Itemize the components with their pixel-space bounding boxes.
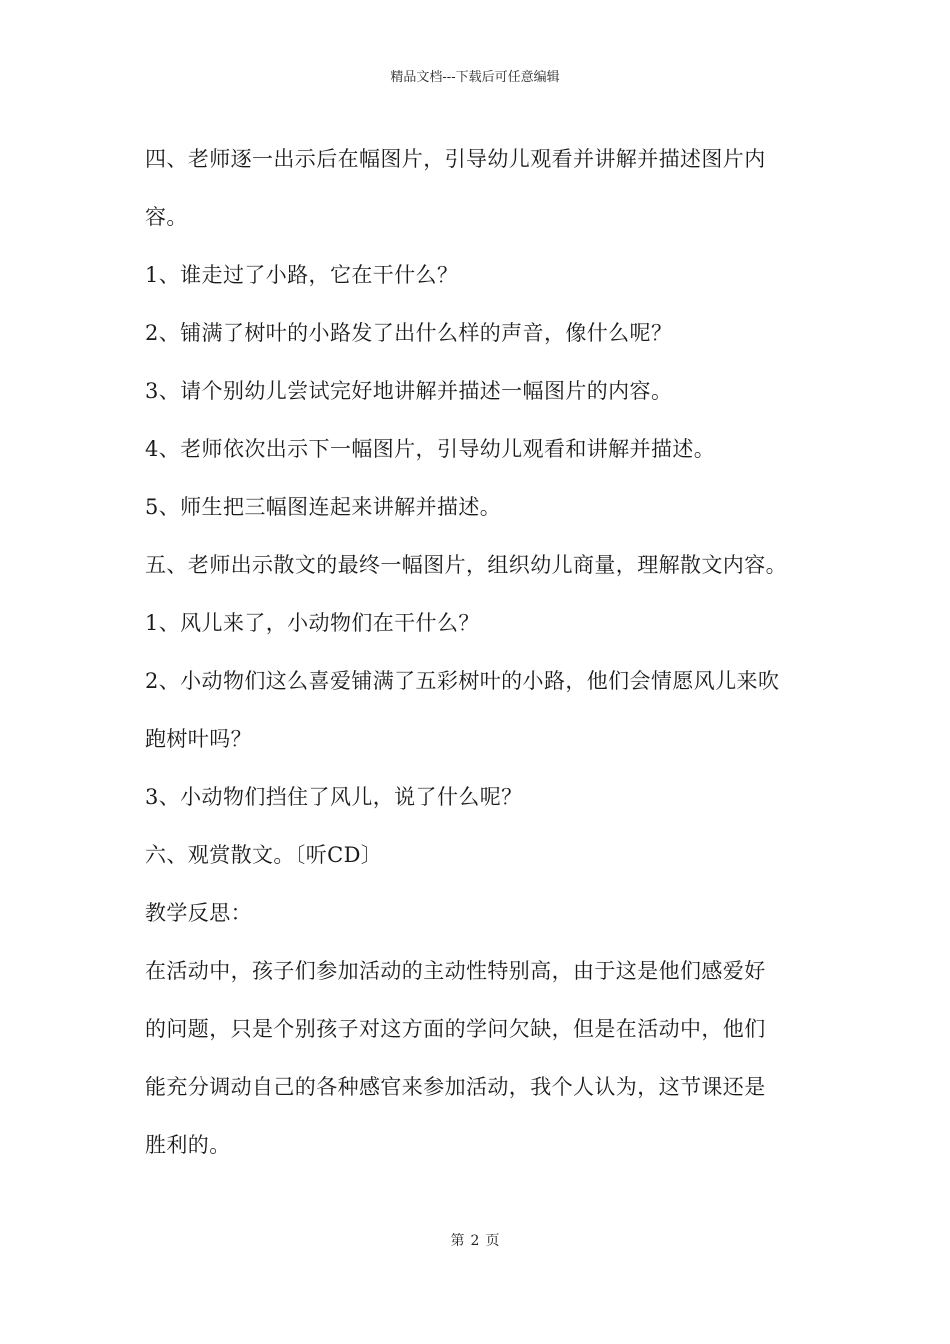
page-footer — [0, 1230, 950, 1250]
page-header: 精品文档---下载后可任意编辑 — [390, 70, 560, 85]
page-number: 2 — [470, 1233, 480, 1249]
paragraph-line: 能充分调动自己的各种感官来参加活动，我个人认为，这节课还是 — [145, 1075, 766, 1099]
paragraph-line: 容。 — [145, 205, 188, 229]
paragraph-line: 六、观赏散文。〔听CD〕 — [145, 843, 383, 867]
paragraph-line: 3、小动物们挡住了风儿，说了什么呢？ — [145, 785, 523, 809]
paragraph-line: 3、请个别幼儿尝试完好地讲解并描述一幅图片的内容。 — [145, 379, 673, 403]
paragraph-line: 1、谁走过了小路，它在干什么？ — [145, 263, 459, 287]
page-prefix: 第 — [450, 1233, 465, 1249]
paragraph-line: 1、风儿来了，小动物们在干什么？ — [145, 611, 480, 635]
paragraph-line: 在活动中，孩子们参加活动的主动性特别高，由于这是他们感爱好 — [145, 959, 766, 983]
paragraph-line: 五、老师出示散文的最终一幅图片，组织幼儿商量，理解散文内容。 — [145, 553, 787, 577]
paragraph-line: 2、小动物们这么喜爱铺满了五彩树叶的小路，他们会情愿风儿来吹 — [145, 669, 780, 693]
paragraph-line: 胜利的。 — [145, 1133, 231, 1157]
paragraph-line: 四、老师逐一出示后在幅图片，引导幼儿观看并讲解并描述图片内 — [145, 147, 766, 171]
paragraph-line: 的问题，只是个别孩子对这方面的学问欠缺，但是在活动中，他们 — [145, 1017, 766, 1041]
paragraph-line: 5、师生把三幅图连起来讲解并描述。 — [145, 495, 502, 519]
paragraph-line: 4、老师依次出示下一幅图片，引导幼儿观看和讲解并描述。 — [145, 437, 716, 461]
paragraph-line: 跑树叶吗？ — [145, 727, 252, 751]
page-suffix: 页 — [485, 1233, 500, 1249]
section-heading: 教学反思： — [145, 901, 252, 925]
document-body — [145, 130, 810, 1174]
paragraph-line: 2、铺满了树叶的小路发了出什么样的声音，像什么呢？ — [145, 321, 673, 345]
